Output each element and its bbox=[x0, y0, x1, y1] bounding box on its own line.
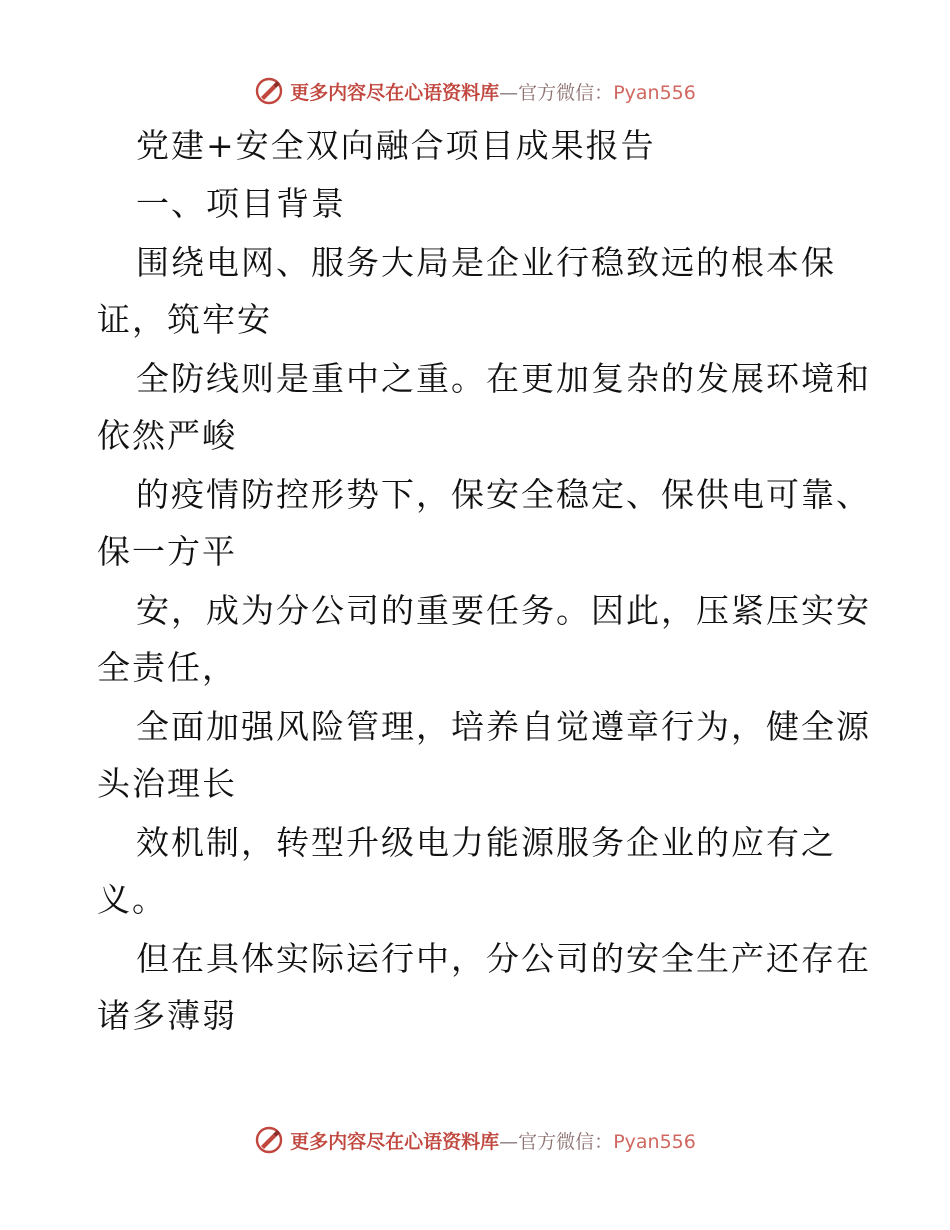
banner-wechat-id: Pyan556 bbox=[613, 1130, 696, 1153]
paragraph-line: 依然严峻 bbox=[97, 416, 237, 455]
paragraph-line: 诸多薄弱 bbox=[97, 996, 237, 1035]
paragraph-line: 的疫情防控形势下，保安全稳定、保供电可靠、 bbox=[136, 475, 871, 514]
footer-banner bbox=[0, 1120, 950, 1160]
paragraph-line: 但在具体实际运行中，分公司的安全生产还存在 bbox=[136, 939, 871, 978]
paragraph-line: 围绕电网、服务大局是企业行稳致远的根本保 bbox=[136, 243, 836, 282]
banner-separator: — bbox=[499, 81, 519, 104]
paragraph-line: 头治理长 bbox=[97, 764, 237, 803]
banner-wechat-label: 官方微信： bbox=[518, 81, 614, 104]
section-heading: 一、项目背景 bbox=[136, 184, 346, 223]
banner-wechat-label: 官方微信： bbox=[518, 1130, 614, 1153]
pen-logo-icon bbox=[254, 76, 284, 106]
pen-logo-icon bbox=[254, 1125, 284, 1155]
header-banner bbox=[0, 71, 950, 111]
banner-text bbox=[290, 78, 696, 105]
paragraph-line: 全面加强风险管理，培养自觉遵章行为，健全源 bbox=[136, 707, 871, 746]
paragraph-line: 证，筑牢安 bbox=[97, 300, 272, 339]
paragraph-line: 义。 bbox=[97, 880, 167, 919]
banner-text bbox=[290, 1127, 696, 1154]
paragraph-line: 安，成为分公司的重要任务。因此，压紧压实安 bbox=[136, 591, 871, 630]
banner-separator: — bbox=[499, 1130, 519, 1153]
banner-wechat-id: Pyan556 bbox=[613, 81, 696, 104]
banner-main-text: 更多内容尽在心语资料库 bbox=[290, 1130, 500, 1153]
banner-main-text: 更多内容尽在心语资料库 bbox=[290, 81, 500, 104]
paragraph-line: 效机制，转型升级电力能源服务企业的应有之 bbox=[136, 823, 836, 862]
paragraph-line: 保一方平 bbox=[97, 532, 237, 571]
document-title: 党建+安全双向融合项目成果报告 bbox=[136, 126, 656, 165]
paragraph-line: 全防线则是重中之重。在更加复杂的发展环境和 bbox=[136, 359, 871, 398]
paragraph-line: 全责任， bbox=[97, 648, 237, 687]
